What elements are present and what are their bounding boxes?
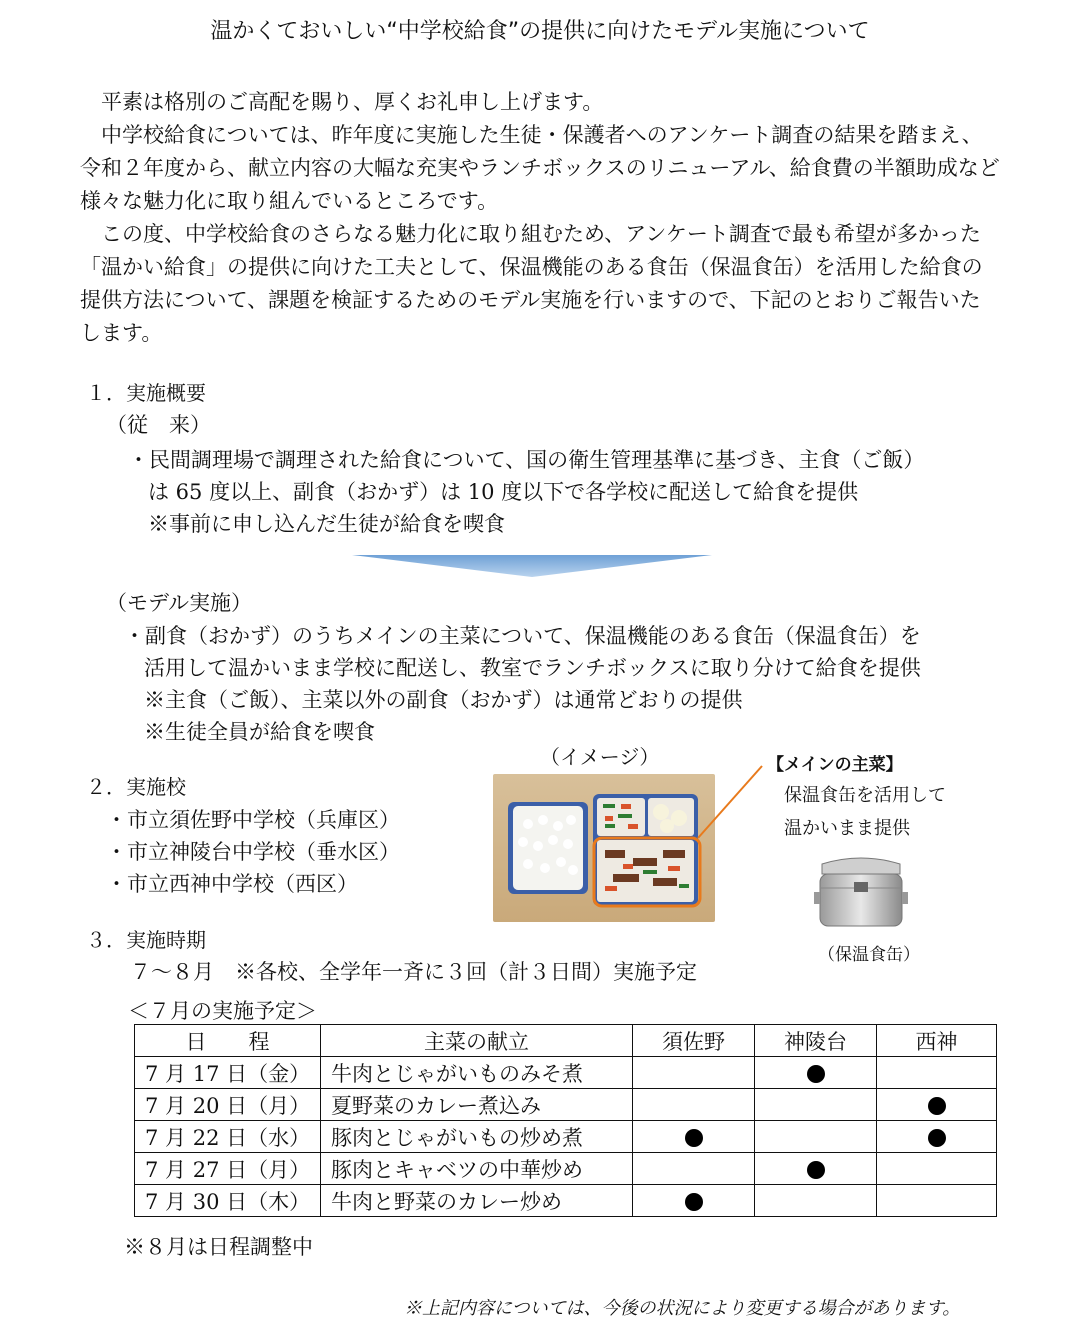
column-header: 主菜の献立 — [321, 1025, 633, 1057]
table-row — [135, 1089, 997, 1121]
filled-circle-icon — [807, 1065, 825, 1083]
page-title: 温かくておいしい“中学校給食”の提供に向けたモデル実施について — [210, 19, 870, 44]
image-label: （イメージ） — [540, 745, 660, 769]
school-mark-cell — [633, 1057, 755, 1089]
schedule-table — [134, 1024, 997, 1217]
school-mark-cell — [755, 1185, 877, 1217]
period-text: ７～８月 ※各校、全学年一斉に３回（計３日間）実施予定 — [130, 960, 697, 984]
school-mark-cell — [633, 1153, 755, 1185]
container-caption: （保温食缶） — [818, 945, 920, 965]
before-line: は 65 度以上、副食（おかず）は 10 度以下で各学校に配送して給食を提供 — [148, 480, 859, 504]
school-mark-cell — [755, 1121, 877, 1153]
school-mark-cell — [755, 1153, 877, 1185]
date-cell: 7 月 27 日（月） — [135, 1153, 321, 1185]
schedule-label: ＜７月の実施予定＞ — [128, 999, 317, 1023]
school-mark-cell — [755, 1057, 877, 1089]
table-row — [135, 1153, 997, 1185]
filled-circle-icon — [928, 1129, 946, 1147]
down-arrow-icon — [352, 555, 712, 577]
school-mark-cell — [633, 1185, 755, 1217]
filled-circle-icon — [685, 1129, 703, 1147]
school-mark-cell — [633, 1121, 755, 1153]
table-header-row — [135, 1025, 997, 1057]
filled-circle-icon — [807, 1161, 825, 1179]
menu-cell: 牛肉とじゃがいものみそ煮 — [321, 1057, 633, 1089]
before-line: ・民間調理場で調理された給食について、国の衛生管理基準に基づき、主食（ご飯） — [128, 448, 925, 472]
table-row — [135, 1057, 997, 1089]
school-mark-cell — [633, 1089, 755, 1121]
before-label: （従 来） — [106, 413, 211, 437]
table-row — [135, 1185, 997, 1217]
intro-paragraph: 平素は格別のご高配を賜り、厚くお礼申し上げます。 — [80, 90, 604, 114]
date-cell: 7 月 20 日（月） — [135, 1089, 321, 1121]
column-header: 須佐野 — [633, 1025, 755, 1057]
footer-note: ※上記内容については、今後の状況により変更する場合があります。 — [404, 1298, 961, 1319]
column-header: 西神 — [877, 1025, 997, 1057]
filled-circle-icon — [685, 1193, 703, 1211]
main-dish-desc: 保温食缶を活用して — [784, 785, 946, 806]
main-dish-label: 【メインの主菜】 — [767, 755, 903, 775]
model-line: 活用して温かいまま学校に配送し、教室でランチボックスに取り分けて給食を提供 — [144, 656, 921, 680]
school-item: ・市立西神中学校（西区） — [106, 872, 358, 896]
school-mark-cell — [877, 1153, 997, 1185]
school-mark-cell — [755, 1089, 877, 1121]
filled-circle-icon — [928, 1097, 946, 1115]
table-row — [135, 1121, 997, 1153]
section3-heading: ３．実施時期 — [86, 928, 206, 952]
date-cell: 7 月 22 日（水） — [135, 1121, 321, 1153]
model-label: （モデル実施） — [106, 591, 252, 615]
date-cell: 7 月 30 日（木） — [135, 1185, 321, 1217]
menu-cell: 豚肉とじゃがいもの炒め煮 — [321, 1121, 633, 1153]
model-line: ※生徒全員が給食を喫食 — [144, 720, 375, 744]
section2-heading: ２．実施校 — [86, 775, 186, 799]
school-mark-cell — [877, 1185, 997, 1217]
model-line: ※主食（ご飯）、主菜以外の副食（おかず）は通常どおりの提供 — [144, 688, 743, 712]
section1-heading: １．実施概要 — [86, 381, 206, 405]
intro-paragraph: この度、中学校給食のさらなる魅力化に取り組むため、アンケート調査で最も希望が多かった「温かい給食」の提供に向けた工夫として、保温機能のある食缶（保温食缶）を活用した給食の提供方法について、課題を検証するためのモデル実施を行いますので、下記のとおりご報告いたします。 — [80, 222, 983, 345]
main-dish-desc: 温かいまま提供 — [784, 818, 910, 839]
insulated-food-container-icon — [812, 852, 910, 932]
school-item: ・市立須佐野中学校（兵庫区） — [106, 808, 400, 832]
school-item: ・市立神陵台中学校（垂水区） — [106, 840, 400, 864]
intro-paragraph: 中学校給食については、昨年度に実施した生徒・保護者へのアンケート調査の結果を踏まえ、令和２年度から、献立内容の大幅な充実やランチボックスのリニューアル、給食費の半額助成など様々な魅力化に取り組んでいるところです。 — [80, 123, 1000, 213]
lunchbox-photo — [493, 774, 715, 922]
column-header: 神陵台 — [755, 1025, 877, 1057]
school-mark-cell — [877, 1057, 997, 1089]
school-mark-cell — [877, 1089, 997, 1121]
menu-cell: 夏野菜のカレー煮込み — [321, 1089, 633, 1121]
model-line: ・副食（おかず）のうちメインの主菜について、保温機能のある食缶（保温食缶）を — [124, 624, 921, 648]
menu-cell: 豚肉とキャベツの中華炒め — [321, 1153, 633, 1185]
before-line: ※事前に申し込んだ生徒が給食を喫食 — [148, 512, 505, 536]
intro-text — [80, 86, 1000, 350]
august-note: ※８月は日程調整中 — [124, 1235, 313, 1259]
menu-cell: 牛肉と野菜のカレー炒め — [321, 1185, 633, 1217]
school-mark-cell — [877, 1121, 997, 1153]
callout-line — [690, 762, 770, 842]
column-header: 日 程 — [135, 1025, 321, 1057]
date-cell: 7 月 17 日（金） — [135, 1057, 321, 1089]
